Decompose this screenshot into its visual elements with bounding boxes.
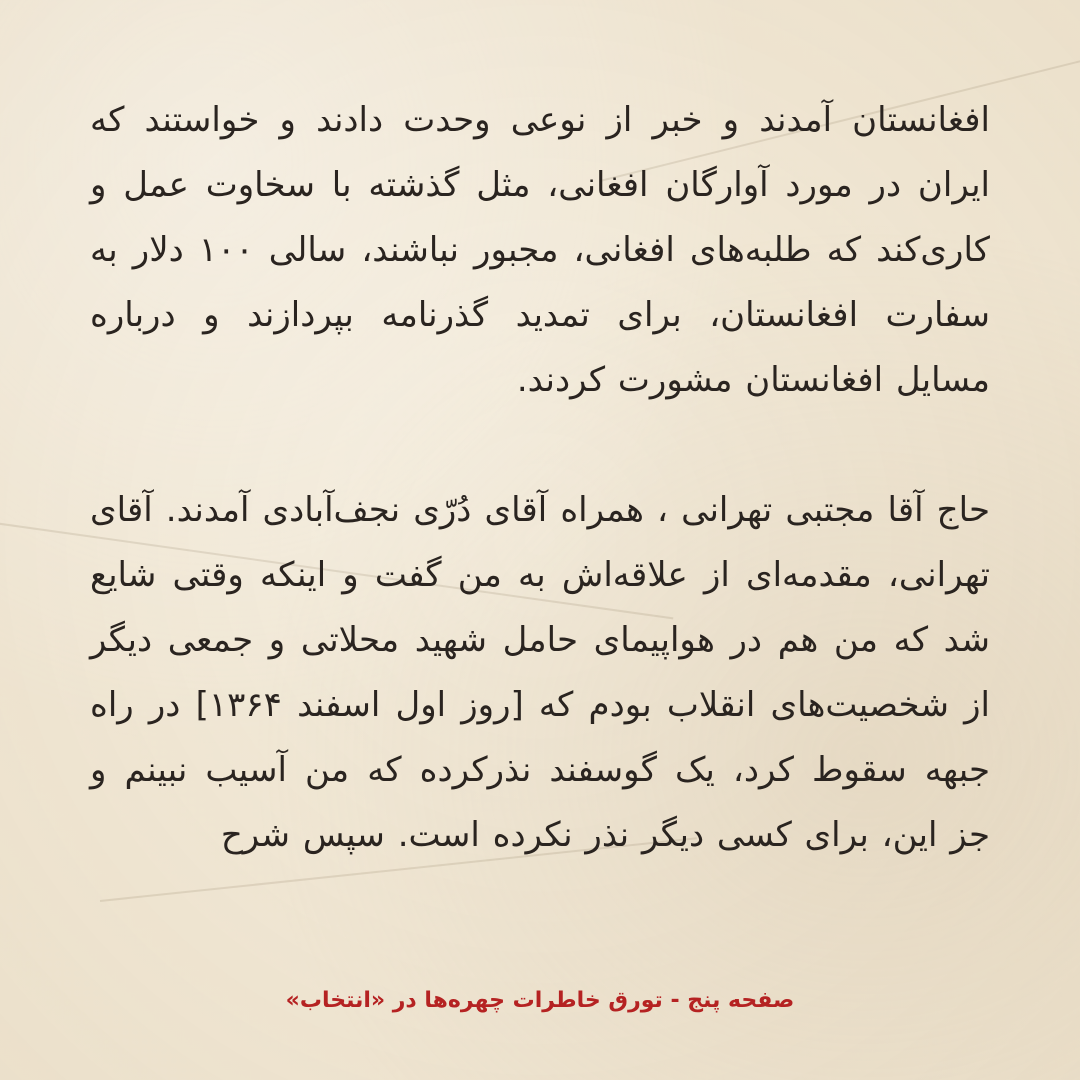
footer-caption: صفحه پنج - تورق خاطرات چهره‌ها در «انتخاب» [285, 988, 795, 1013]
article-body [90, 88, 990, 988]
article-paragraph-1: افغانستان آمدند و خبر از نوعی وحدت دادند و خواستند که ایران در مورد آوارگان افغانی، مثل گذشته با سخاوت عمل و کاری‌کند که طلبه‌های افغانی، مجبور نباشند، سالی ۱۰۰ دلار به سفارت افغانستان، برای تمدید گذرنامه بپردازند و درباره مسایل افغانستان مشورت کردند. [90, 100, 990, 400]
article-paragraph-2: حاج آقا مجتبی تهرانی ، همراه آقای دُرّی نجف‌آبادی آمدند. آقای تهرانی، مقدمه‌ای از علاقه‌اش به من گفت و اینکه وقتی شایع شد که من هم در هواپیمای حامل شهید محلاتی و جمعی دیگر از شخصیت‌های انقلاب بودم که [روز اول اسفند ۱۳۶۴] در راه جبهه سقوط کرد، یک گوسفند نذرکرده که من آسیب نبینم و جز این، برای کسی دیگر نذر نکرده است. سپس شرح [90, 490, 990, 855]
